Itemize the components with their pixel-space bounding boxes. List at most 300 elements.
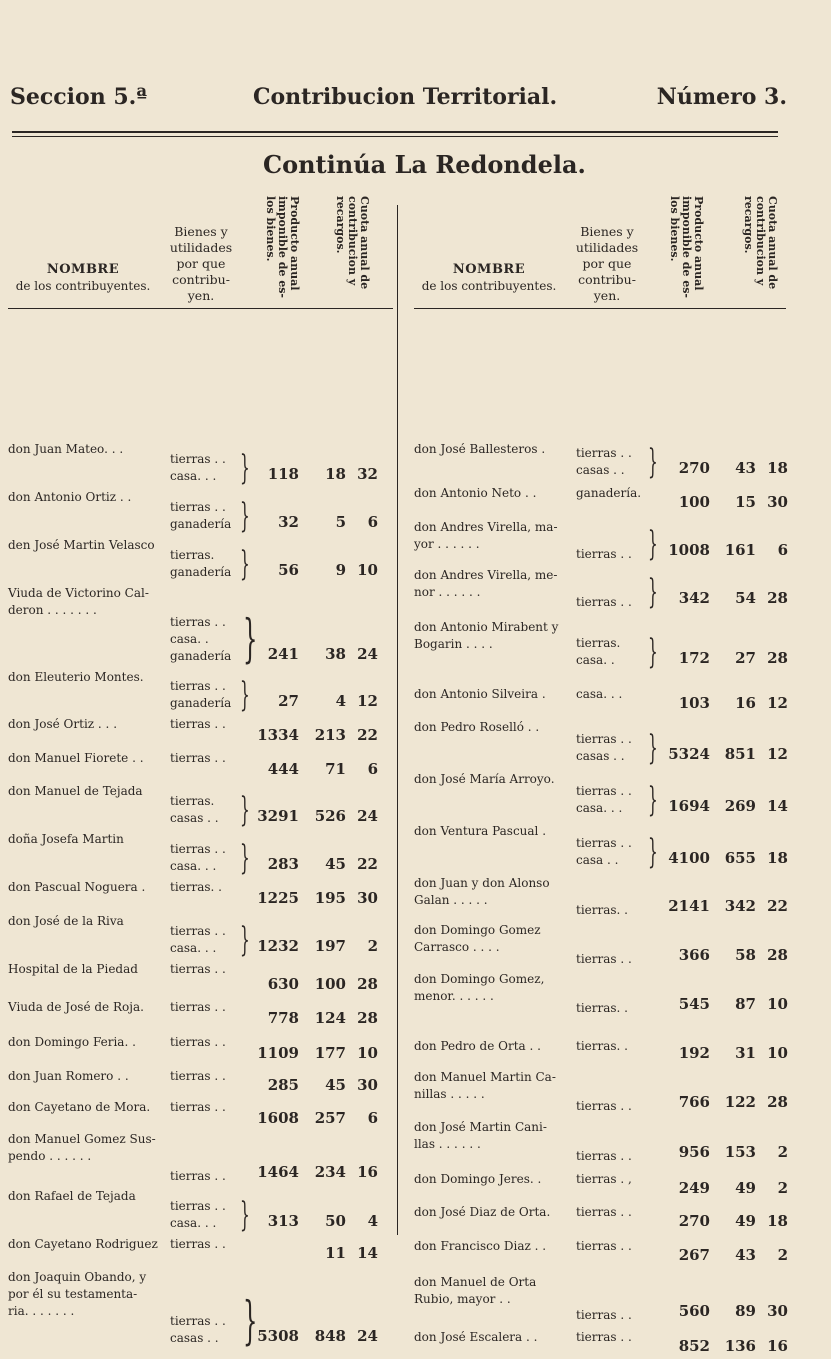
cuota-maravedis-value: 24 <box>357 645 378 663</box>
contributor-name-line: don José Ballesteros . <box>414 442 546 456</box>
contributor-name-line: don Cayetano de Mora. <box>8 1100 151 1114</box>
contributor-name-line: llas . . . . . . <box>414 1137 481 1151</box>
contributor-name <box>414 875 572 909</box>
table-row <box>414 1069 786 1115</box>
contributor-name <box>8 669 166 686</box>
right-table <box>414 190 788 1355</box>
bienes-item: tierras . . <box>170 1199 226 1213</box>
contributor-name <box>414 619 572 653</box>
cuota-reales-value: 4 <box>335 692 346 710</box>
cuota-reales-value: 27 <box>735 649 756 667</box>
table-row <box>8 1034 393 1066</box>
bienes-cell <box>170 841 240 875</box>
contributor-name <box>8 537 166 554</box>
table-row <box>8 1068 393 1098</box>
contributor-name <box>414 519 572 553</box>
contributor-name-line: menor. . . . . . <box>414 989 494 1003</box>
header-name-sub: de los contribuyentes. <box>15 279 151 293</box>
bienes-cell <box>170 547 240 581</box>
cuota-maravedis-value: 30 <box>357 889 378 907</box>
section-label: Seccion 5.ª <box>10 84 148 110</box>
brace-mark: } <box>239 920 250 960</box>
cuota-maravedis-value: 6 <box>367 1109 378 1127</box>
producto-value: 103 <box>678 694 710 712</box>
brace-mark: } <box>647 728 658 768</box>
bienes-item: casa. . . <box>170 941 217 955</box>
contributor-name <box>414 1171 572 1188</box>
table-row <box>8 913 393 959</box>
header-producto: Producto anual imponible de es- los bienes. <box>668 196 705 298</box>
brace-mark: } <box>647 442 658 482</box>
bienes-cell <box>170 1236 240 1253</box>
header-bienes-line: contribu- <box>172 272 230 287</box>
table-row <box>8 1099 393 1131</box>
cuota-maravedis-value: 24 <box>357 807 378 825</box>
producto-value: 27 <box>278 692 299 710</box>
bienes-cell <box>170 1168 240 1185</box>
bienes-item: tierras . . <box>170 717 226 731</box>
cuota-reales-value: 122 <box>724 1093 756 1111</box>
bienes-item: tierras. . <box>170 880 222 894</box>
brace-mark: } <box>239 838 250 878</box>
producto-value: 56 <box>278 561 299 579</box>
bienes-item: casa. . . <box>576 801 623 815</box>
bienes-cell <box>576 1000 640 1017</box>
bienes-cell <box>576 635 640 669</box>
table-row <box>414 1204 786 1234</box>
contributor-name-line: don Manuel de Tejada <box>8 784 143 798</box>
cuota-maravedis-value: 30 <box>767 493 788 511</box>
contributor-name <box>8 1269 166 1320</box>
contributor-name <box>414 971 572 1005</box>
cuota-maravedis-value: 2 <box>777 1179 788 1197</box>
header-bienes-line: contribu- <box>578 272 636 287</box>
bienes-cell <box>170 879 240 896</box>
contributor-name-line: don Juan Romero . . <box>8 1069 129 1083</box>
contributor-name-line: don Ventura Pascual . <box>414 824 547 838</box>
bienes-item: casa. . . <box>170 859 217 873</box>
contributor-name <box>8 1131 166 1165</box>
contributor-name-line: don Joaquin Obando, y <box>8 1270 147 1284</box>
header-name-title: NOMBRE <box>46 262 120 277</box>
bienes-cell <box>170 961 240 978</box>
cuota-maravedis-value: 2 <box>367 937 378 955</box>
brace-mark: } <box>239 790 250 830</box>
contributor-name-line: don Domingo Gomez, <box>414 972 545 986</box>
contributor-name <box>8 716 166 733</box>
cuota-reales-value: 18 <box>325 465 346 483</box>
bienes-item: tierras. . <box>576 1001 628 1015</box>
bienes-cell <box>576 1307 640 1324</box>
bienes-item: casa. . . <box>170 1216 217 1230</box>
table-row <box>8 1131 393 1185</box>
contributor-name <box>414 686 572 703</box>
bienes-item: tierras . . <box>576 836 632 850</box>
page-number: Número 3. <box>656 84 787 110</box>
cuota-maravedis-value: 12 <box>357 692 378 710</box>
bienes-cell <box>576 731 640 765</box>
bienes-cell <box>576 951 640 968</box>
bienes-cell <box>170 793 240 827</box>
cuota-maravedis-value: 2 <box>777 1143 788 1161</box>
cuota-reales-value: 213 <box>314 726 346 744</box>
cuota-reales-value: 9 <box>335 561 346 579</box>
table-row <box>414 719 786 767</box>
bienes-item: casas . . <box>576 463 625 477</box>
bienes-item: ganadería <box>170 649 232 663</box>
cuota-reales-value: 43 <box>735 459 756 477</box>
cuota-reales-value: 234 <box>314 1163 346 1181</box>
contributor-name-line: don Pascual Noguera . <box>8 880 146 894</box>
producto-value: 852 <box>678 1337 710 1355</box>
contributor-name <box>8 1188 166 1205</box>
brace-mark: } <box>647 524 658 564</box>
producto-value: 285 <box>267 1076 299 1094</box>
cuota-reales-value: 655 <box>724 849 756 867</box>
contributor-name-line: don José María Arroyo. <box>414 772 555 786</box>
header-name <box>414 261 564 294</box>
header-name-sub: de los contribuyentes. <box>421 279 557 293</box>
producto-value: 1334 <box>257 726 299 744</box>
bienes-item: tierras . . <box>170 1314 226 1328</box>
contributor-name-line: don Antonio Silveira . <box>414 687 546 701</box>
table-row <box>414 619 786 671</box>
table-row <box>8 537 393 583</box>
bienes-item: casas . . <box>170 811 219 825</box>
bienes-item: tierras . . <box>170 452 226 466</box>
contributor-name <box>8 879 166 896</box>
cuota-maravedis-value: 16 <box>357 1163 378 1181</box>
producto-value: 32 <box>278 513 299 531</box>
cuota-maravedis-value: 18 <box>767 1212 788 1230</box>
table-row <box>8 961 393 997</box>
bienes-cell <box>170 923 240 957</box>
bienes-item: tierras . . <box>576 1149 632 1163</box>
bienes-cell <box>576 686 640 703</box>
bienes-item: tierras . . <box>170 1100 226 1114</box>
contributor-name-line: don Pedro de Orta . . <box>414 1039 541 1053</box>
bienes-item: tierras. <box>170 794 215 808</box>
cuota-reales-value: 161 <box>724 541 756 559</box>
cuota-maravedis-value: 18 <box>767 459 788 477</box>
brace-mark: } <box>242 1292 258 1351</box>
contributor-name <box>8 489 166 506</box>
cuota-maravedis-value: 18 <box>767 849 788 867</box>
header-cuota: Cuota anual de contribucion y recargos. <box>742 196 779 290</box>
bienes-cell <box>576 783 640 817</box>
table-row <box>8 879 393 911</box>
cuota-reales-value: 177 <box>314 1044 346 1062</box>
table-row <box>414 1329 786 1359</box>
bienes-cell <box>170 999 240 1016</box>
bienes-item: casas . . <box>576 749 625 763</box>
table-row <box>414 971 786 1017</box>
cuota-reales-value: 87 <box>735 995 756 1013</box>
contributor-name-line: don Domingo Gomez <box>414 923 541 937</box>
header-bienes <box>166 224 236 304</box>
bienes-item: ganadería <box>170 696 232 710</box>
contributor-name-line: nor . . . . . . <box>414 585 481 599</box>
bienes-cell <box>170 1099 240 1116</box>
cuota-reales-value: 848 <box>314 1327 346 1345</box>
bienes-item: tierras. . <box>576 1039 628 1053</box>
table-row <box>8 669 393 714</box>
producto-value: 270 <box>678 1212 710 1230</box>
table-row <box>414 875 786 919</box>
cuota-maravedis-value: 28 <box>767 1093 788 1111</box>
contributor-name-line: don Domingo Feria. . <box>8 1035 136 1049</box>
header-rule <box>12 131 778 133</box>
contributor-name-line: Viuda de José de Roja. <box>8 1000 144 1014</box>
header-bienes-line: utilidades <box>575 240 639 255</box>
bienes-item: tierras . . <box>170 500 226 514</box>
producto-value: 100 <box>678 493 710 511</box>
bienes-cell <box>170 451 240 485</box>
header-bienes-line: Bienes y <box>174 224 228 239</box>
table-row <box>8 1188 393 1234</box>
contributor-name-line: yor . . . . . . <box>414 537 480 551</box>
cuota-reales-value: 124 <box>314 1009 346 1027</box>
producto-value: 1232 <box>257 937 299 955</box>
contributor-name-line: nillas . . . . . <box>414 1087 485 1101</box>
producto-value: 313 <box>267 1212 299 1230</box>
header-name <box>8 261 158 294</box>
cuota-reales-value: 269 <box>724 797 756 815</box>
contributor-name <box>414 1119 572 1153</box>
contributor-name-line: don Manuel Fiorete . . <box>8 751 144 765</box>
producto-value: 192 <box>678 1044 710 1062</box>
table-row <box>414 1171 786 1201</box>
header-bienes-line: yen. <box>187 288 215 303</box>
cuota-maravedis-value: 28 <box>357 975 378 993</box>
cuota-maravedis-value: 22 <box>357 726 378 744</box>
bienes-cell <box>576 1238 640 1255</box>
cuota-maravedis-value: 22 <box>357 855 378 873</box>
header-bienes <box>574 224 640 304</box>
bienes-item: tierras . . <box>170 924 226 938</box>
bienes-item: casa. . <box>170 632 209 646</box>
bienes-cell <box>576 485 640 502</box>
bienes-item: tierras . . <box>170 1035 226 1049</box>
contributor-name-line: pendo . . . . . . <box>8 1149 92 1163</box>
contributor-name <box>8 831 166 848</box>
brace-mark: } <box>647 572 658 612</box>
bienes-item: tierras . . <box>576 784 632 798</box>
cuota-reales-value: 16 <box>735 694 756 712</box>
header-producto: Producto anual imponible de es- los bienes. <box>264 196 301 298</box>
bienes-cell <box>170 750 240 767</box>
bienes-item: tierras . . <box>576 732 632 746</box>
contributor-name <box>8 913 166 930</box>
cuota-maravedis-value: 6 <box>367 760 378 778</box>
bienes-item: tierras. <box>170 548 215 562</box>
bienes-item: tierras . . <box>576 1205 632 1219</box>
cuota-maravedis-value: 6 <box>367 513 378 531</box>
brace-mark: } <box>239 544 250 584</box>
cuota-reales-value: 136 <box>724 1337 756 1355</box>
cuota-reales-value: 526 <box>314 807 346 825</box>
table-row <box>8 783 393 829</box>
table-row <box>414 771 786 819</box>
page-title: Contribucion Territorial. <box>253 84 558 110</box>
cuota-maravedis-value: 2 <box>777 1246 788 1264</box>
bienes-item: tierras . . <box>576 1239 632 1253</box>
producto-value: 778 <box>267 1009 299 1027</box>
cuota-reales-value: 851 <box>724 745 756 763</box>
table-row <box>8 585 393 667</box>
producto-value: 545 <box>678 995 710 1013</box>
contributor-name <box>414 1238 572 1255</box>
contributor-name <box>414 823 572 840</box>
cuota-reales-value: 58 <box>735 946 756 964</box>
contributor-name-line: don Manuel Martin Ca- <box>414 1070 556 1084</box>
contributor-name <box>414 485 572 502</box>
producto-value: 560 <box>678 1302 710 1320</box>
producto-value: 2141 <box>668 897 710 915</box>
bienes-cell <box>576 1098 640 1115</box>
contributor-name <box>414 567 572 601</box>
cuota-reales-value: 5 <box>335 513 346 531</box>
header-bienes-line: por que <box>176 256 226 271</box>
contributor-name-line: don Cayetano Rodriguez <box>8 1237 158 1251</box>
left-table <box>8 190 393 1351</box>
bienes-item: tierras . . <box>576 1308 632 1322</box>
contributor-name <box>8 585 166 619</box>
cuota-maravedis-value: 30 <box>767 1302 788 1320</box>
cuota-reales-value: 50 <box>325 1212 346 1230</box>
table-row <box>414 441 786 481</box>
contributor-name-line: deron . . . . . . . <box>8 603 97 617</box>
contributor-name-line: don Antonio Ortiz . . <box>8 490 132 504</box>
brace-mark: } <box>647 832 658 872</box>
table-row <box>8 489 393 535</box>
contributor-name-line: don Domingo Jeres. . <box>414 1172 542 1186</box>
brace-mark: } <box>239 448 250 488</box>
producto-value: 172 <box>678 649 710 667</box>
bienes-item: tierras . . <box>170 842 226 856</box>
contributor-name-line: don Andres Virella, me- <box>414 568 558 582</box>
bienes-item: tierras . . <box>576 547 632 561</box>
contributor-name-line: don Francisco Diaz . . <box>414 1239 547 1253</box>
table-row <box>414 519 786 563</box>
header-rule-thin <box>12 136 778 137</box>
contributor-name-line: don Pedro Roselló . . <box>414 720 540 734</box>
bienes-item: casa . . <box>576 853 619 867</box>
bienes-item: tierras . . <box>170 1069 226 1083</box>
cuota-maravedis-value: 24 <box>357 1327 378 1345</box>
brace-mark: } <box>239 675 250 715</box>
producto-value: 956 <box>678 1143 710 1161</box>
contributor-name <box>414 771 572 788</box>
brace-mark: } <box>647 632 658 672</box>
bienes-cell <box>170 499 240 533</box>
table-row <box>414 485 786 515</box>
cuota-maravedis-value: 30 <box>357 1076 378 1094</box>
contributor-name-line: don Eleuterio Montes. <box>8 670 144 684</box>
producto-value: 5324 <box>668 745 710 763</box>
bienes-item: casa. . . <box>576 687 623 701</box>
bienes-cell <box>576 1148 640 1165</box>
contributor-name-line: don Juan Mateo. . . <box>8 442 124 456</box>
producto-value: 249 <box>678 1179 710 1197</box>
cuota-reales-value: 195 <box>314 889 346 907</box>
bienes-item: tierras . . <box>170 751 226 765</box>
contributor-name-line: don Antonio Neto . . <box>414 486 537 500</box>
producto-value: 4100 <box>668 849 710 867</box>
cuota-reales-value: 49 <box>735 1179 756 1197</box>
producto-value: 118 <box>267 465 299 483</box>
contributor-name-line: por él su testamenta- <box>8 1287 138 1301</box>
cuota-reales-value: 153 <box>724 1143 756 1161</box>
cuota-reales-value: 45 <box>325 1076 346 1094</box>
cuota-maravedis-value: 22 <box>767 897 788 915</box>
bienes-item: tierras . . <box>170 679 226 693</box>
producto-value: 241 <box>267 645 299 663</box>
cuota-reales-value: 89 <box>735 1302 756 1320</box>
contributor-name <box>414 1274 572 1308</box>
contributor-name-line: don Juan y don Alonso <box>414 876 550 890</box>
producto-value: 1225 <box>257 889 299 907</box>
bienes-item: tierras . , <box>576 1172 632 1186</box>
contributor-name-line: don José Escalera . . <box>414 1330 538 1344</box>
contributor-name <box>414 1038 572 1055</box>
bienes-item: casa. . . <box>170 469 217 483</box>
cuota-maravedis-value: 32 <box>357 465 378 483</box>
cuota-reales-value: 11 <box>325 1244 346 1262</box>
bienes-cell <box>576 445 640 479</box>
cuota-reales-value: 49 <box>735 1212 756 1230</box>
producto-value: 1694 <box>668 797 710 815</box>
bienes-cell <box>576 1038 640 1055</box>
bienes-item: ganadería. <box>576 486 642 500</box>
cuota-maravedis-value: 4 <box>367 1212 378 1230</box>
contributor-name <box>8 783 166 800</box>
table-row <box>8 1236 393 1266</box>
cuota-maravedis-value: 6 <box>777 541 788 559</box>
producto-value: 630 <box>267 975 299 993</box>
table-row <box>8 716 393 748</box>
table-row <box>8 999 393 1031</box>
producto-value: 1008 <box>668 541 710 559</box>
producto-value: 366 <box>678 946 710 964</box>
cuota-reales-value: 257 <box>314 1109 346 1127</box>
bienes-cell <box>170 1313 240 1347</box>
bienes-cell <box>170 1198 240 1232</box>
bienes-item: tierras . . <box>170 1000 226 1014</box>
bienes-cell <box>576 1204 640 1221</box>
contributor-name-line: don Andres Virella, ma- <box>414 520 558 534</box>
table-row <box>414 1238 786 1268</box>
bienes-item: tierras. <box>576 636 621 650</box>
bienes-cell <box>170 614 240 665</box>
contributor-name <box>8 961 166 978</box>
bienes-cell <box>576 546 640 563</box>
table-header <box>8 190 393 309</box>
contributor-name <box>414 922 572 956</box>
contributor-name-line: Bogarin . . . . <box>414 637 493 651</box>
contributor-name <box>8 1034 166 1051</box>
table-row <box>414 1038 786 1066</box>
contributor-name-line: don Rafael de Tejada <box>8 1189 136 1203</box>
header-bienes-line: Bienes y <box>580 224 634 239</box>
producto-value: 444 <box>267 760 299 778</box>
cuota-maravedis-value: 10 <box>357 561 378 579</box>
cuota-reales-value: 197 <box>314 937 346 955</box>
contributor-name <box>414 1204 572 1221</box>
contributor-name-line: doña Josefa Martin <box>8 832 124 846</box>
bienes-item: tierras . . <box>576 1330 632 1344</box>
contributor-name-line: don Manuel Gomez Sus- <box>8 1132 156 1146</box>
